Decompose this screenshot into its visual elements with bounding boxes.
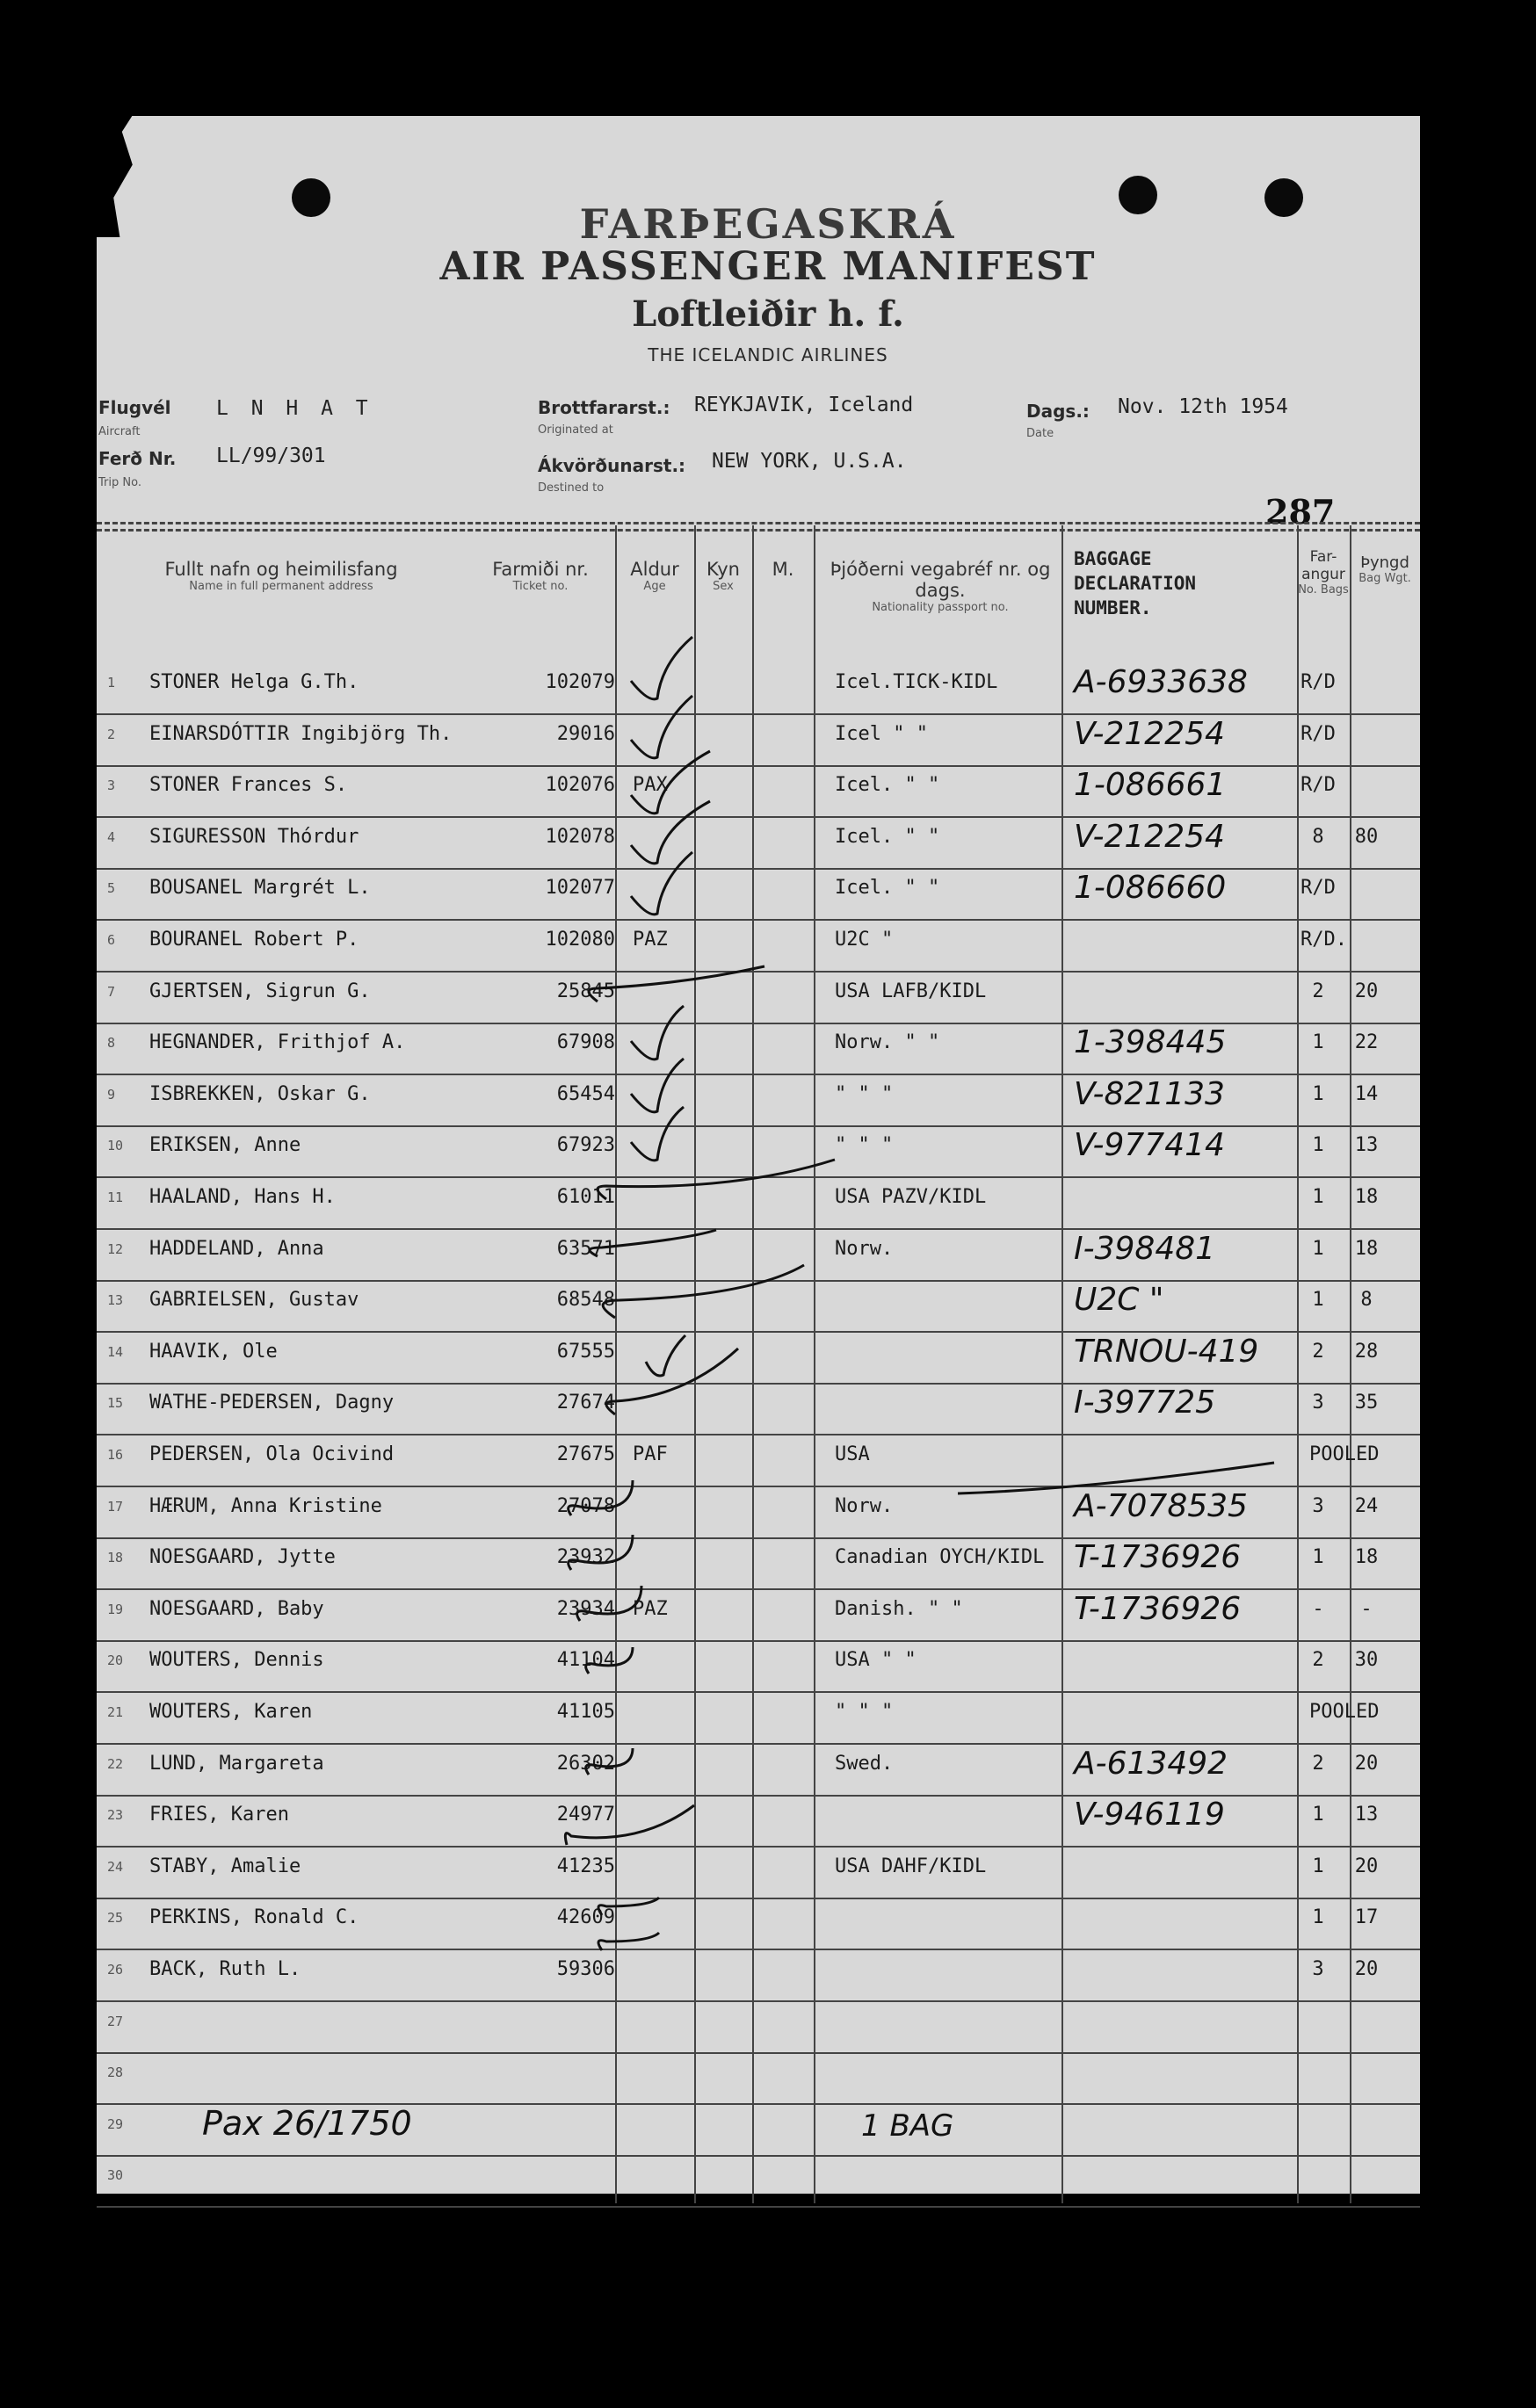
nationality-value: " " " [835,1134,894,1157]
passenger-name: HAALAND, Hans H. [149,1186,336,1208]
ticket-number: 67555 [556,1340,615,1363]
bag-weight: - [1360,1597,1373,1620]
bags-count: 2 [1312,1340,1324,1363]
destination-sublabel: Destined to [538,481,605,495]
row-number: 21 [107,1704,124,1720]
passenger-name: BOUSANEL Margrét L. [149,877,371,900]
passenger-name: HEGNANDER, Frithjof A. [149,1031,406,1054]
bag-weight: 80 [1354,825,1379,848]
date-value: Nov. 12th 1954 [1118,395,1288,418]
row-number: 11 [107,1190,124,1205]
row-number: 9 [107,1086,116,1103]
passenger-name: NOESGAARD, Baby [149,1597,324,1620]
passenger-name: HÆRUM, Anna Kristine [149,1494,382,1517]
passenger-name: PERKINS, Ronald C. [149,1906,359,1929]
row-number: 29 [107,2115,124,2132]
nationality-value: U2C " [835,929,894,951]
nationality-value: " " " [835,1701,894,1723]
nationality-value: Icel " " [835,722,928,745]
bags-count: R/D [1301,722,1336,745]
bags-count: R/D. [1301,929,1347,951]
baggage-declaration: V-212254 [1074,818,1225,855]
date-sublabel: Date [1026,427,1054,440]
bags-count: POOLED [1309,1443,1380,1465]
passenger-name: ISBREKKEN, Oskar G. [149,1082,371,1105]
row-number: 30 [107,2167,124,2184]
passenger-name: HAAVIK, Ole [149,1340,278,1363]
origin-label: Brottfararst.: [538,397,670,418]
passenger-name: PEDERSEN, Ola Ocivind [149,1443,395,1465]
bag-weight: 8 [1360,1289,1373,1312]
row-number: 16 [107,1447,124,1463]
ticket-number: 65454 [556,1082,615,1105]
bags-count: 2 [1312,1752,1324,1775]
column-header-age: Aldur Age [630,559,679,593]
ticket-number: 41235 [556,1855,615,1877]
ticket-number: 102076 [545,774,615,797]
row-number: 7 [107,983,116,1000]
passenger-name: NOESGAARD, Jytte [149,1546,336,1569]
baggage-declaration: T-1736926 [1074,1539,1242,1576]
ticket-number: 102078 [545,825,615,848]
row-number: 19 [107,1601,124,1617]
row-number: 23 [107,1807,124,1824]
ticket-number: 67908 [556,1031,615,1054]
bags-count: 3 [1312,1958,1324,1980]
bag-weight: 18 [1354,1186,1379,1208]
handwritten-bag-total: 1 BAG [861,2108,954,2144]
bag-weight: 18 [1354,1546,1379,1569]
nationality-value: " " " [835,1082,894,1105]
bag-weight: 28 [1354,1340,1379,1363]
aircraft-value: L N H A T [216,397,373,420]
aircraft-label: Flugvél [98,397,171,418]
row-number: 14 [107,1343,124,1360]
row-number: 18 [107,1550,124,1566]
passenger-name: EINARSDÓTTIR Ingibjörg Th. [149,722,453,745]
bags-count: 2 [1312,980,1324,1002]
row-number: 8 [107,1035,116,1052]
passenger-name: LUND, Margareta [149,1752,324,1775]
row-number: 6 [107,932,116,948]
nationality-value: Icel. " " [835,774,940,797]
passenger-name: WOUTERS, Karen [149,1701,313,1723]
bags-count: 1 [1312,1186,1324,1208]
passenger-name: BOURANEL Robert P. [149,929,359,951]
ticket-number: 29016 [556,722,615,745]
row-number: 4 [107,828,116,845]
column-header-baggage: BAGGAGE DECLARATION NUMBER. [1074,548,1197,618]
ticket-number: 24977 [556,1804,615,1826]
column-header-m: M. [772,559,794,580]
nationality-value: USA [835,1443,870,1465]
ticket-number: 27675 [556,1443,615,1465]
row-number: 12 [107,1240,124,1257]
bags-count: - [1312,1597,1324,1620]
ticket-number: 59306 [556,1958,615,1980]
bag-weight: 13 [1354,1134,1379,1157]
row-number: 28 [107,2065,124,2081]
airline-name: Loftleiðir h. f. [632,293,904,335]
ticket-number: 27674 [556,1392,615,1414]
bag-weight: 22 [1354,1031,1379,1054]
ticket-number: 67923 [556,1134,615,1157]
passenger-name: GJERTSEN, Sigrun G. [149,980,371,1002]
ticket-number: 25845 [556,980,615,1002]
age-value: PAZ [633,1597,668,1620]
origin-value: REYKJAVIK, Iceland [694,394,914,416]
baggage-declaration: 1-398445 [1074,1024,1227,1061]
row-number: 15 [107,1395,124,1412]
bags-count: 1 [1312,1031,1324,1054]
destination-label: Ákvörðunarst.: [538,455,686,476]
ticket-number: 42609 [556,1906,615,1929]
age-value: PAF [633,1443,668,1465]
baggage-declaration: A-6933638 [1074,664,1248,700]
row-number: 2 [107,726,116,742]
baggage-declaration: U2C " [1074,1282,1164,1319]
passenger-name: STABY, Amalie [149,1855,301,1877]
nationality-value: USA PAZV/KIDL [835,1186,987,1208]
age-value: PAX [633,774,668,797]
bag-weight: 24 [1354,1494,1379,1517]
airline-subtitle: THE ICELANDIC AIRLINES [648,344,888,365]
row-number: 5 [107,880,116,897]
bags-count: 1 [1312,1289,1324,1312]
ticket-number: 23932 [556,1546,615,1569]
ticket-number: 23934 [556,1597,615,1620]
nationality-value: Icel. " " [835,825,940,848]
passenger-name: HADDELAND, Anna [149,1237,324,1260]
bags-count: 1 [1312,1855,1324,1877]
trip-value: LL/99/301 [216,445,326,467]
row-number: 1 [107,675,116,691]
origin-sublabel: Originated at [538,423,613,437]
handwritten-pax-total: Pax 26/1750 [202,2104,412,2143]
ticket-number: 41105 [556,1701,615,1723]
row-number: 13 [107,1292,124,1309]
nationality-value: Norw. [835,1494,894,1517]
passenger-name: GABRIELSEN, Gustav [149,1289,359,1312]
destination-value: NEW YORK, U.S.A. [712,450,907,473]
column-header-ticket: Farmiði nr. Ticket no. [492,559,589,593]
baggage-declaration: TRNOU-419 [1074,1333,1259,1370]
baggage-declaration: I-397725 [1074,1385,1216,1421]
baggage-declaration: I-398481 [1074,1230,1216,1267]
passenger-name: FRIES, Karen [149,1804,289,1826]
bags-count: R/D [1301,671,1336,693]
bags-count: 1 [1312,1082,1324,1105]
row-number: 17 [107,1498,124,1515]
row-number: 24 [107,1858,124,1875]
title-icelandic: FARÞEGASKRÁ [579,200,957,248]
trip-label: Ferð Nr. [98,448,177,469]
baggage-declaration: V-821133 [1074,1075,1225,1112]
baggage-declaration: V-946119 [1074,1797,1225,1833]
bags-count: 8 [1312,825,1324,848]
row-number: 27 [107,2013,124,2029]
nationality-value: Danish. " " [835,1597,963,1620]
nationality-value: USA DAHF/KIDL [835,1855,987,1877]
bag-weight: 30 [1354,1649,1379,1672]
bags-count: R/D [1301,774,1336,797]
bags-count: 3 [1312,1392,1324,1414]
passenger-name: STONER Frances S. [149,774,348,797]
nationality-value: Norw. " " [835,1031,940,1054]
nationality-value: Icel. " " [835,877,940,900]
passenger-name: SIGURESSON Thórdur [149,825,359,848]
row-number: 22 [107,1755,124,1772]
passenger-name: WOUTERS, Dennis [149,1649,324,1672]
bags-count: 2 [1312,1649,1324,1672]
passenger-name: WATHE-PEDERSEN, Dagny [149,1392,395,1414]
nationality-value: USA " " [835,1649,917,1672]
row-number: 10 [107,1138,124,1154]
bags-count: 1 [1312,1134,1324,1157]
bag-weight: 20 [1354,1752,1379,1775]
column-header-name: Fullt nafn og heimilisfang Name in full permanent address [164,559,398,593]
column-header-bags: Far-angur No. Bags [1298,548,1349,597]
baggage-declaration: V-977414 [1074,1127,1225,1164]
bag-weight: 20 [1354,1958,1379,1980]
bag-weight: 13 [1354,1804,1379,1826]
bags-count: 3 [1312,1494,1324,1517]
aircraft-sublabel: Aircraft [98,425,141,438]
bags-count: POOLED [1309,1701,1380,1723]
title-english: AIR PASSENGER MANIFEST [439,244,1097,289]
trip-sublabel: Trip No. [98,476,141,489]
bag-weight: 20 [1354,1855,1379,1877]
nationality-value: USA LAFB/KIDL [835,980,987,1002]
baggage-declaration: T-1736926 [1074,1590,1242,1627]
nationality-value: Icel.TICK-KIDL [835,671,998,693]
age-value: PAZ [633,929,668,951]
ticket-number: 27078 [556,1494,615,1517]
passenger-name: STONER Helga G.Th. [149,671,359,693]
bags-count: 1 [1312,1546,1324,1569]
date-label: Dags.: [1026,401,1090,422]
baggage-declaration: A-7078535 [1074,1487,1248,1524]
bags-count: 1 [1312,1237,1324,1260]
page-number: 287 [1265,492,1336,531]
bag-weight: 14 [1354,1082,1379,1105]
baggage-declaration: A-613492 [1074,1745,1228,1782]
bags-count: 1 [1312,1804,1324,1826]
ticket-number: 102077 [545,877,615,900]
bag-weight: 18 [1354,1237,1379,1260]
ticket-number: 63571 [556,1237,615,1260]
ticket-number: 102080 [545,929,615,951]
column-header-nationality: Þjóðerni vegabréf nr. og dags. Nationality passport no. [830,559,1051,614]
column-header-weight: Þyngd Bag Wgt. [1358,553,1411,585]
ticket-number: 41104 [556,1649,615,1672]
ticket-number: 26302 [556,1752,615,1775]
column-header-sex: Kyn Sex [706,559,740,593]
row-number: 3 [107,777,116,794]
baggage-declaration: 1-086660 [1074,870,1227,907]
bag-weight: 20 [1354,980,1379,1002]
bags-count: R/D [1301,877,1336,900]
passenger-name: BACK, Ruth L. [149,1958,301,1980]
nationality-value: Canadian OYCH/KIDL [835,1546,1045,1569]
nationality-value: Swed. [835,1752,894,1775]
baggage-declaration: V-212254 [1074,715,1225,752]
bags-count: 1 [1312,1906,1324,1929]
baggage-declaration: 1-086661 [1074,767,1227,804]
row-number: 25 [107,1910,124,1927]
ticket-number: 61011 [556,1186,615,1208]
ticket-number: 68548 [556,1289,615,1312]
passenger-name: ERIKSEN, Anne [149,1134,301,1157]
row-number: 20 [107,1652,124,1669]
ticket-number: 102079 [545,671,615,693]
row-number: 26 [107,1962,124,1978]
bag-weight: 35 [1354,1392,1379,1414]
nationality-value: Norw. [835,1237,894,1260]
bag-weight: 17 [1354,1906,1379,1929]
